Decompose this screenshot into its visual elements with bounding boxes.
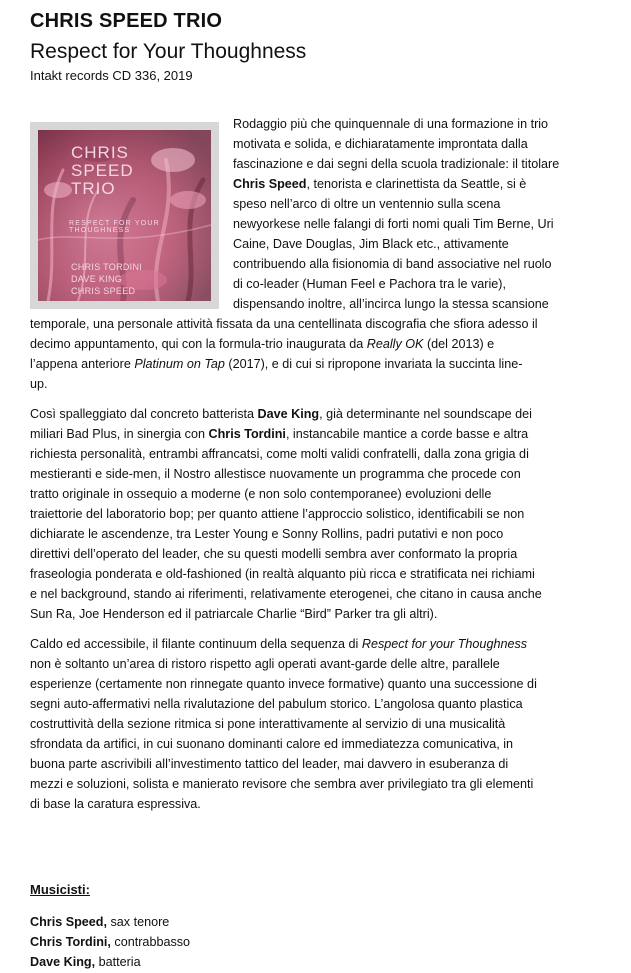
album-title: Respect for Your Thoughness <box>30 40 307 63</box>
text-line: traiettorie del laboratorio bop; per quanto attiene l’approccio solistico, identificabili se non <box>30 507 525 521</box>
text-line: buona parte ascrivibili all’investimento tattico del leader, mai davvero in esuberanza di <box>30 757 509 771</box>
musicians-list <box>30 912 190 972</box>
italic-title: Really OK <box>366 337 424 351</box>
text-line: contribuendo alla fisionomia di band associative nel ruolo <box>233 257 552 271</box>
paragraph-1-continued <box>30 314 598 394</box>
text-line: richiesta personalità, entrambi affrancatsi, come molti validi confratelli, dalla zona grigia di <box>30 447 529 461</box>
cover-member-3: CHRIS SPEED <box>71 286 136 296</box>
italic-title: Respect for your Thoughness <box>361 637 528 651</box>
text-line: tratto originale in ossequio a moderne (e non solo contemporanee) evoluzioni delle <box>30 487 492 501</box>
bold-name: Chris Tordini <box>208 427 286 441</box>
text-line: Rodaggio più che quinquennale di una formazione in trio <box>233 117 549 131</box>
musician-role: contrabbasso <box>110 935 191 949</box>
text-line: di co-leader (Human Feel e Pachora tra le varie), <box>233 277 506 291</box>
paragraph-1-wrapped <box>233 114 598 314</box>
text-line: Caldo ed accessibile, il filante continuum della sequenza di Respect for your Thoughness <box>30 637 528 651</box>
text-line: sfrondata da artifici, in cui suonano dominanti calore ed immediatezza comunicativa, in <box>30 737 514 751</box>
text-line: Chris Speed, tenorista e clarinettista da Seattle, si è <box>233 177 527 191</box>
text-line: speso nell’arco di oltre un ventennio sulla scena <box>233 197 501 211</box>
text-line: direttivi dell’operato del leader, che su questi modelli sembra aver conformato la propria <box>30 547 518 561</box>
text-line: miliari Bad Plus, in sinergia con Chris Tordini, instancabile mantice a corde basse e altra <box>30 427 529 441</box>
cover-album-title: RESPECT FOR YOUR THOUGHNESS <box>69 220 160 234</box>
text-line: dichiarate le ascendenze, tra Lester Young e Sonny Rollins, padri putativi e non poco <box>30 527 504 541</box>
musician-role: sax tenore <box>106 915 170 929</box>
bold-name: Dave King <box>257 407 320 421</box>
musician-role: batteria <box>95 955 141 969</box>
musician-name: Chris Speed, <box>30 915 107 929</box>
text-line: newyorkese nelle falangi di forti nomi quali Tim Berne, Uri <box>233 217 554 231</box>
text-line: Caine, Dave Douglas, Jim Black etc., attivamente <box>233 237 509 251</box>
text-line: esperienze (certamente non rinnegate quanto invece formative) quanto una successione di <box>30 677 537 691</box>
text-line: segni auto-affermativi nella rivalutazione del pabulum storico. L’angolosa quanto plastica <box>30 697 523 711</box>
musician-name: Dave King, <box>30 955 96 969</box>
cover-artist-line-2: SPEED <box>71 161 134 180</box>
cover-member-2: DAVE KING <box>71 274 123 284</box>
cover-artist-line-1: CHRIS <box>71 143 129 162</box>
cover-artist-line-3: TRIO <box>71 179 116 198</box>
cover-member-1: CHRIS TORDINI <box>71 262 143 272</box>
page-title: CHRIS SPEED TRIO <box>30 10 223 32</box>
paragraph-2 <box>30 404 598 624</box>
musicians-heading: Musicisti: <box>30 882 90 897</box>
text-line: fascinazione e dai segni della scuola tradizionale: il titolare <box>233 157 560 171</box>
record-label-info: Intakt records CD 336, 2019 <box>30 68 193 83</box>
text-line: decimo appuntamento, qui con la formula-trio inaugurata da Really OK (del 2013) e <box>30 337 495 351</box>
album-cover-frame <box>30 122 219 309</box>
text-line: fraseologia ponderata e old-fashioned (in realtà alquanto più ricca e stratificata nei richiami <box>30 567 535 581</box>
text-line: temporale, una personale attività fissata da una centellinata discografia che sfiora adesso il <box>30 317 538 331</box>
paragraph-3 <box>30 634 598 814</box>
text-line: up. <box>30 377 48 391</box>
text-line: non è soltanto un’area di ristoro rispetto agli operati avant-garde delle altre, parallele <box>30 657 500 671</box>
text-line: l’appena anteriore Platinum on Tap (2017), e di cui si ripropone invariata la succinta line- <box>30 357 523 371</box>
musician-item <box>30 952 190 972</box>
text-line: e nel background, stando ai riferimenti, relativamente eterogenei, che citano in causa anche <box>30 587 542 601</box>
text-line: dispensando inoltre, all’incirca lungo la stessa scansione <box>233 297 549 311</box>
musician-item <box>30 912 190 932</box>
text-line: motivata e solida, e dichiaratamente improntata dalla <box>233 137 528 151</box>
bold-name: Chris Speed <box>233 177 307 191</box>
text-line: Sun Ra, Joe Henderson ed il patriarcale Charlie “Bird” Parker tra gli altri). <box>30 607 438 621</box>
text-line: costruttività della sezione ritmica si pone interattivamente al servizio di una musicalità <box>30 717 506 731</box>
text-line: mezzi e soluzioni, solista e manierato revisore che sembra aver privilegiato tra gli elementi <box>30 777 534 791</box>
musician-item <box>30 932 190 952</box>
italic-title: Platinum on Tap <box>134 357 225 371</box>
album-cover-image <box>38 130 211 301</box>
text-line: mestieranti e side-men, il Nostro allestisce nuovamente un programma che procede con <box>30 467 521 481</box>
musician-name: Chris Tordini, <box>30 935 111 949</box>
text-line: Così spalleggiato dal concreto batterista Dave King, già determinante nel soundscape dei <box>30 407 532 421</box>
text-line: di base la caratura espressiva. <box>30 797 201 811</box>
